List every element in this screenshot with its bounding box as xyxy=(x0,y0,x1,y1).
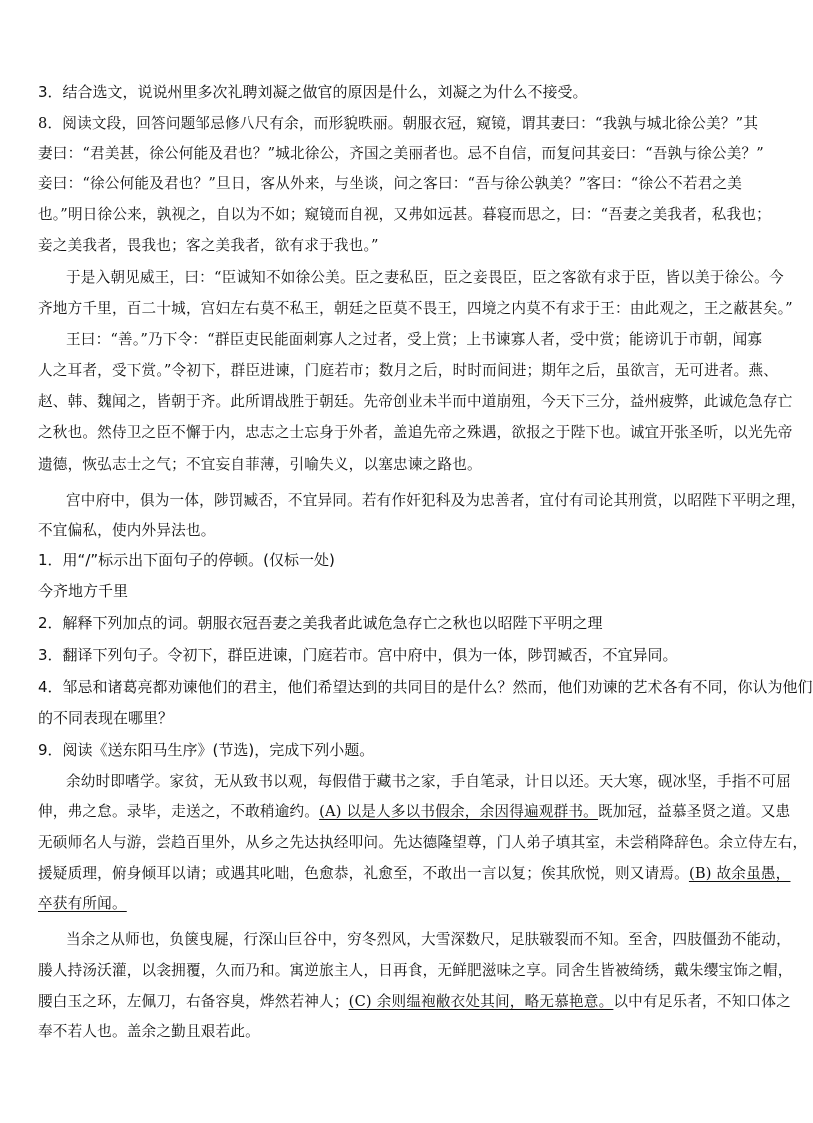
underlined-sentence-c: (C) 余则缊袍敝衣处其间，略无慕艳意。 xyxy=(348,993,614,1010)
passage-line: 之秋也。然侍卫之臣不懈于内，忠志之士忘身于外者，盖追先帝之殊遇，欲报之于陛下也。诚宜开张圣听，以光先帝 xyxy=(38,424,793,441)
question-8-sub-2: 2．解释下列加点的词。朝服衣冠吾妻之美我者此诚危急存亡之秋也以昭陛下平明之理 xyxy=(38,614,603,632)
question-9-title: 9．阅读《送东阳马生序》(节选)，完成下列小题。 xyxy=(38,741,375,759)
passage-line: 齐地方千里，百二十城，宫妇左右莫不私王，朝廷之臣莫不畏王，四境之内莫不有求于王：由此观之，王之蔽甚矣。” xyxy=(38,300,793,317)
passage-line: 遗德，恢弘志士之气；不宜妄自菲薄，引喻失义，以塞忠谏之路也。 xyxy=(38,456,482,473)
question-8-sub-1-sentence: 今齐地方千里 xyxy=(38,582,129,600)
passage-line: 奉不若人也。盖余之勤且艰若此。 xyxy=(38,1023,260,1040)
underlined-sentence-a: (A) 以是人多以书假余，余因得遍观群书。 xyxy=(319,803,598,820)
passage-line: 王曰：“善。”乃下令：“群臣吏民能面刺寡人之过者，受上赏；上书谏寡人者，受中赏；能谤讥于市朝，闻寡 xyxy=(66,331,763,348)
passage-line: 于是入朝见威王，曰：“臣诚知不如徐公美。臣之妻私臣，臣之妾畏臣，臣之客欲有求于臣，皆以美于徐公。今 xyxy=(66,269,784,286)
passage-line: 余幼时即嗜学。家贫，无从致书以观，每假借于藏书之家，手自笔录，计日以还。天大寒，砚冰坚，手指不可屈 xyxy=(66,773,791,790)
passage-text: 以中有足乐者，不知口体之 xyxy=(613,993,791,1010)
passage-text: 援疑质理，俯身倾耳以请；或遇其叱咄，色愈恭，礼愈至，不敢出一言以复；俟其欣悦，则又请焉。 xyxy=(38,865,689,882)
passage-line: 妾之美我者，畏我也；客之美我者，欲有求于我也。” xyxy=(38,237,379,254)
underlined-sentence-b: (B) 故余虽愚， xyxy=(688,865,791,882)
question-8-intro: 8．阅读文段，回答问题邹忌修八尺有余，而形貌昳丽。朝服衣冠，窥镜，谓其妻曰：“我孰与城北徐公美？”其 xyxy=(38,115,759,132)
question-8-sub-3: 3．翻译下列句子。令初下，群臣进谏，门庭若市。宫中府中，俱为一体，陟罚臧否，不宜异同。 xyxy=(38,646,678,664)
passage-line xyxy=(38,992,791,1012)
question-3-text: 3．结合选文，说说州里多次礼聘刘凝之做官的原因是什么，刘凝之为什么不接受。 xyxy=(38,83,588,101)
passage-line: 当余之从师也，负箧曳屣，行深山巨谷中，穷冬烈风，大雪深数尺，足肤皲裂而不知。至舍，四肢僵劲不能动， xyxy=(66,931,791,948)
question-8-sub-4-cont: 的不同表现在哪里？ xyxy=(38,709,174,727)
passage-line: 宫中府中，俱为一体，陟罚臧否，不宜异同。若有作奸犯科及为忠善者，宜付有司论其刑赏，以昭陛下平明之理， xyxy=(66,492,806,509)
passage-line: 妻曰：“君美甚，徐公何能及君也？”城北徐公，齐国之美丽者也。忌不自信，而复问其妾曰：“吾孰与徐公美？” xyxy=(38,145,764,162)
passage-line: 人之耳者，受下赏。”令初下，群臣进谏，门庭若市；数月之后，时时而间进；期年之后，虽欲言，无可进者。燕、 xyxy=(38,362,779,379)
underlined-sentence-b-cont: 卒获有所闻。 xyxy=(38,895,127,912)
passage-line xyxy=(38,802,791,822)
passage-text: 既加冠，益慕圣贤之道。又患 xyxy=(597,803,791,820)
passage-line: 也。”明日徐公来，孰视之，自以为不如；窥镜而自视，又弗如远甚。暮寝而思之，曰：“吾妻之美我者，私我也； xyxy=(38,206,771,223)
passage-line: 不宜偏私，使内外异法也。 xyxy=(38,522,216,539)
passage-line: 赵、韩、魏闻之，皆朝于齐。此所谓战胜于朝廷。先帝创业未半而中道崩殂，今天下三分，益州疲弊，此诚危急存亡 xyxy=(38,393,793,410)
passage-line xyxy=(38,894,758,914)
passage-line: 媵人持汤沃灌，以衾拥覆，久而乃和。寓逆旅主人，日再食，无鲜肥滋味之享。同舍生皆被绮绣，戴朱缨宝饰之帽， xyxy=(38,962,793,979)
passage-text: 伸，弗之怠。录毕，走送之，不敢稍逾约。 xyxy=(38,803,320,820)
passage-line: 妾曰：“徐公何能及君也？”旦日，客从外来，与坐谈，问之客曰：“吾与徐公孰美？”客曰：“徐公不若君之美 xyxy=(38,175,743,192)
question-8-sub-4: 4．邹忌和诸葛亮都劝谏他们的君主，他们希望达到的共同目的是什么？然而，他们劝谏的艺术各有不同，你认为他们 xyxy=(38,678,813,696)
passage-text: 腰白玉之环，左佩刀，右备容臭，烨然若神人； xyxy=(38,993,349,1010)
passage-line xyxy=(38,864,791,884)
passage-line: 无硕师名人与游，尝趋百里外，从乡之先达执经叩问。先达德隆望尊，门人弟子填其室，未尝稍降辞色。余立侍左右， xyxy=(38,834,808,851)
question-8-sub-1: 1．用“/”标示出下面句子的停顿。(仅标一处) xyxy=(38,551,335,569)
